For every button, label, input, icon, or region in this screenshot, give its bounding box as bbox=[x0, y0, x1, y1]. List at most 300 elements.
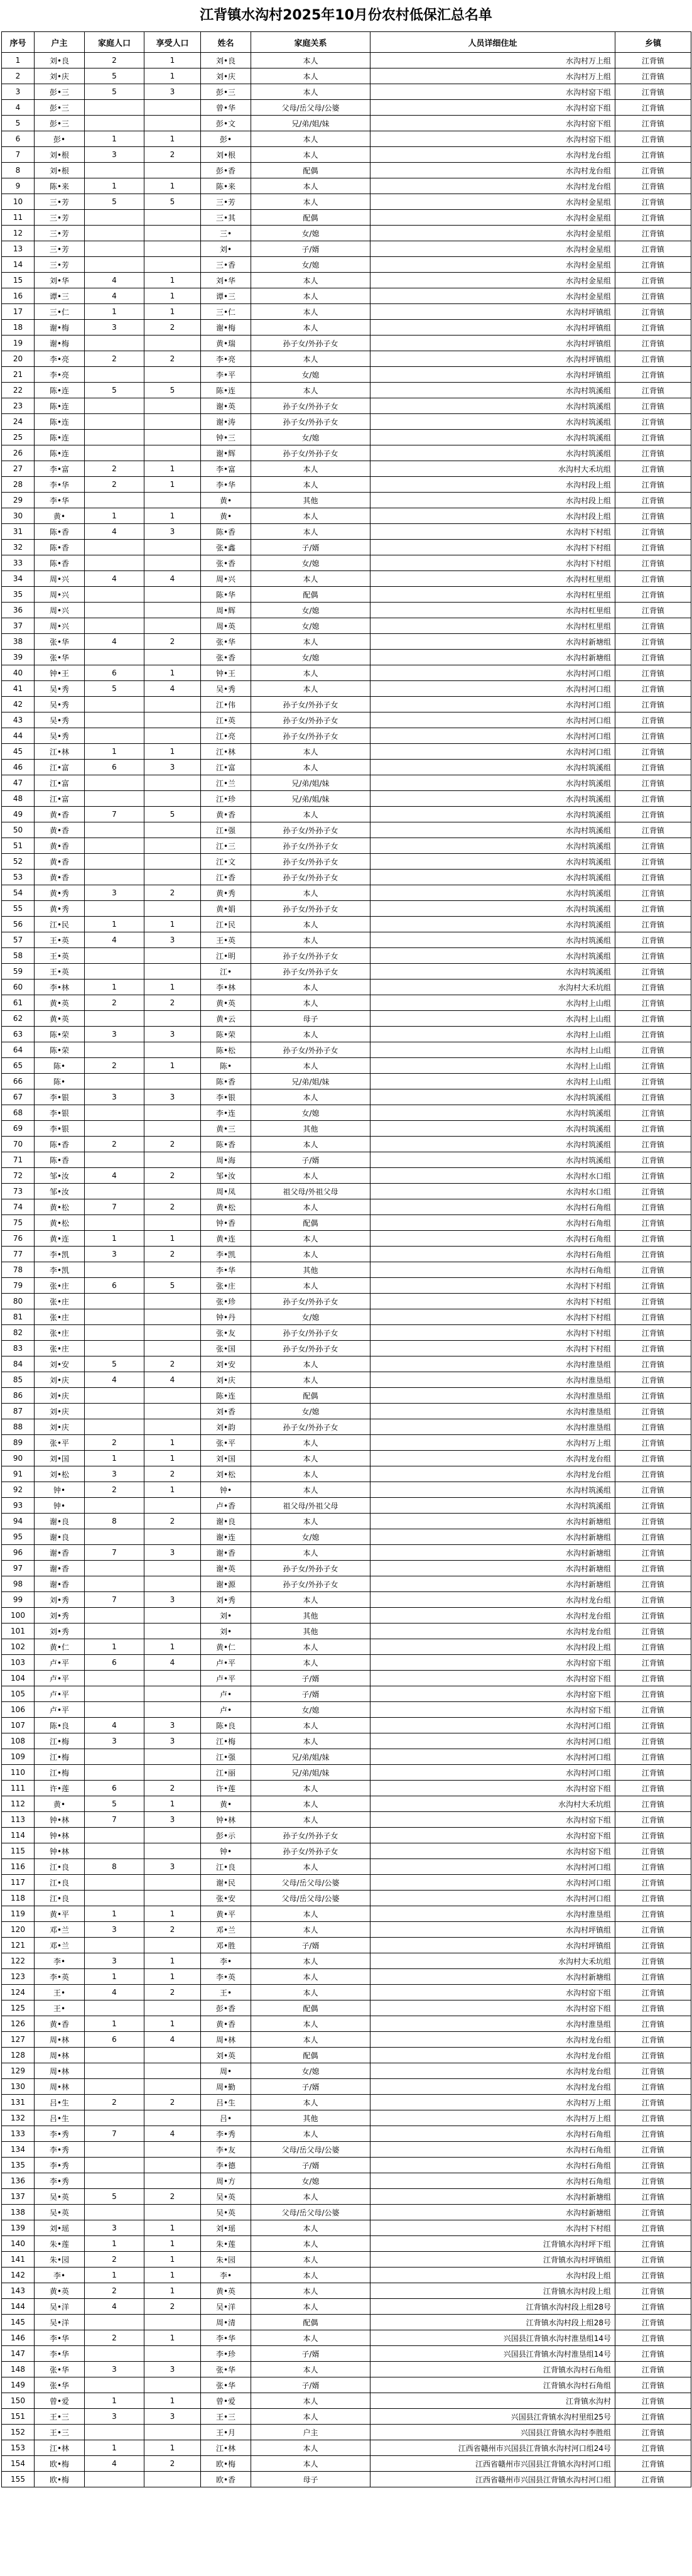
cell-relation: 孙子女/外孙子女 bbox=[251, 870, 370, 885]
cell-address: 水沟村下村组 bbox=[370, 1278, 615, 1294]
cell-relation: 本人 bbox=[251, 1969, 370, 1985]
cell-name: 彭• bbox=[201, 131, 251, 147]
cell-town: 江背镇 bbox=[615, 1796, 691, 1812]
table-row bbox=[2, 1671, 691, 1686]
cell-address: 水沟村筑溪组 bbox=[370, 398, 615, 414]
cell-town: 江背镇 bbox=[615, 603, 691, 618]
cell-beneficiaries bbox=[144, 555, 201, 571]
cell-householder: 刘•根 bbox=[35, 147, 85, 163]
cell-relation: 女/媳 bbox=[251, 603, 370, 618]
cell-family-size bbox=[85, 1891, 144, 1906]
cell-address: 水沟村下村组 bbox=[370, 1309, 615, 1325]
cell-family-size bbox=[85, 1828, 144, 1843]
cell-town: 江背镇 bbox=[615, 1985, 691, 2000]
cell-beneficiaries: 2 bbox=[144, 885, 201, 901]
cell-index: 55 bbox=[2, 901, 35, 917]
table-row bbox=[2, 1137, 691, 1152]
cell-householder: 刘•庆 bbox=[35, 1419, 85, 1435]
cell-name: 李•华 bbox=[201, 2330, 251, 2346]
cell-householder: 陈•香 bbox=[35, 555, 85, 571]
table-row bbox=[2, 571, 691, 587]
cell-town: 江背镇 bbox=[615, 1121, 691, 1137]
table-row bbox=[2, 1466, 691, 1482]
cell-beneficiaries bbox=[144, 1608, 201, 1624]
cell-address: 水沟村新塘组 bbox=[370, 650, 615, 665]
cell-family-size: 2 bbox=[85, 1137, 144, 1152]
cell-family-size: 5 bbox=[85, 84, 144, 100]
cell-town: 江背镇 bbox=[615, 304, 691, 320]
cell-address: 江背镇水沟村坪下组 bbox=[370, 2236, 615, 2252]
cell-relation: 本人 bbox=[251, 744, 370, 760]
cell-family-size: 6 bbox=[85, 760, 144, 775]
cell-family-size: 1 bbox=[85, 1231, 144, 1247]
cell-address: 水沟村筑溪组 bbox=[370, 964, 615, 980]
cell-town: 江背镇 bbox=[615, 1561, 691, 1576]
cell-family-size bbox=[85, 2315, 144, 2330]
cell-family-size: 7 bbox=[85, 1545, 144, 1561]
table-row bbox=[2, 178, 691, 194]
cell-index: 40 bbox=[2, 665, 35, 681]
table-row bbox=[2, 744, 691, 760]
cell-town: 江背镇 bbox=[615, 2016, 691, 2032]
cell-name: 刘•松 bbox=[201, 1466, 251, 1482]
cell-town: 江背镇 bbox=[615, 744, 691, 760]
cell-beneficiaries bbox=[144, 1686, 201, 1702]
table-row bbox=[2, 2425, 691, 2440]
table-row bbox=[2, 1278, 691, 1294]
cell-beneficiaries: 3 bbox=[144, 1718, 201, 1733]
cell-name: 谭•三 bbox=[201, 288, 251, 304]
cell-name: 李•银 bbox=[201, 1089, 251, 1105]
cell-family-size: 1 bbox=[85, 2016, 144, 2032]
cell-name: 钟•香 bbox=[201, 1215, 251, 1231]
cell-address: 水沟村坪镇组 bbox=[370, 304, 615, 320]
cell-beneficiaries bbox=[144, 1294, 201, 1309]
cell-householder: 王•英 bbox=[35, 932, 85, 948]
cell-name: 欧•香 bbox=[201, 2472, 251, 2487]
cell-relation: 本人 bbox=[251, 131, 370, 147]
cell-name: 陈•华 bbox=[201, 587, 251, 603]
cell-name: 王• bbox=[201, 1985, 251, 2000]
cell-index: 61 bbox=[2, 995, 35, 1011]
cell-town: 江背镇 bbox=[615, 273, 691, 288]
cell-index: 63 bbox=[2, 1027, 35, 1042]
cell-beneficiaries bbox=[144, 1576, 201, 1592]
table-row bbox=[2, 1074, 691, 1089]
cell-index: 90 bbox=[2, 1451, 35, 1466]
cell-family-size bbox=[85, 1184, 144, 1199]
cell-householder: 谢•香 bbox=[35, 1561, 85, 1576]
cell-householder: 江•林 bbox=[35, 2440, 85, 2456]
cell-relation: 本人 bbox=[251, 524, 370, 540]
cell-family-size bbox=[85, 964, 144, 980]
cell-beneficiaries bbox=[144, 1765, 201, 1781]
table-row bbox=[2, 320, 691, 336]
cell-index: 132 bbox=[2, 2110, 35, 2126]
cell-index: 9 bbox=[2, 178, 35, 194]
table-row bbox=[2, 1608, 691, 1624]
table-row bbox=[2, 1419, 691, 1435]
cell-index: 85 bbox=[2, 1372, 35, 1388]
cell-relation: 孙子女/外孙子女 bbox=[251, 1828, 370, 1843]
cell-beneficiaries bbox=[144, 901, 201, 917]
cell-relation: 孙子女/外孙子女 bbox=[251, 336, 370, 351]
cell-family-size: 2 bbox=[85, 2095, 144, 2110]
cell-address: 水沟村石角组 bbox=[370, 2158, 615, 2173]
table-row bbox=[2, 68, 691, 84]
cell-relation: 本人 bbox=[251, 1372, 370, 1388]
cell-relation: 本人 bbox=[251, 1859, 370, 1875]
cell-name: 周•勤 bbox=[201, 2079, 251, 2095]
cell-index: 75 bbox=[2, 1215, 35, 1231]
cell-beneficiaries bbox=[144, 1105, 201, 1121]
cell-relation: 配偶 bbox=[251, 2048, 370, 2063]
cell-relation: 本人 bbox=[251, 807, 370, 822]
cell-town: 江背镇 bbox=[615, 2173, 691, 2189]
cell-householder: 刘•国 bbox=[35, 1451, 85, 1466]
cell-index: 29 bbox=[2, 493, 35, 508]
cell-index: 146 bbox=[2, 2330, 35, 2346]
cell-relation: 子/婿 bbox=[251, 1152, 370, 1168]
cell-relation: 子/婿 bbox=[251, 540, 370, 555]
cell-relation: 兄/弟/姐/妹 bbox=[251, 1765, 370, 1781]
cell-householder: 王•三 bbox=[35, 2425, 85, 2440]
cell-address: 水沟村下村组 bbox=[370, 2220, 615, 2236]
table-row bbox=[2, 194, 691, 210]
cell-family-size: 1 bbox=[85, 2440, 144, 2456]
cell-householder: 李•凯 bbox=[35, 1262, 85, 1278]
cell-name: 许•莲 bbox=[201, 1781, 251, 1796]
cell-index: 149 bbox=[2, 2377, 35, 2393]
cell-address: 水沟村窑下组 bbox=[370, 84, 615, 100]
cell-relation: 其他 bbox=[251, 1608, 370, 1624]
cell-town: 江背镇 bbox=[615, 807, 691, 822]
cell-index: 101 bbox=[2, 1624, 35, 1639]
cell-family-size: 6 bbox=[85, 665, 144, 681]
cell-relation: 本人 bbox=[251, 53, 370, 68]
cell-householder: 陈• bbox=[35, 1058, 85, 1074]
cell-householder: 王• bbox=[35, 1985, 85, 2000]
cell-family-size: 3 bbox=[85, 1733, 144, 1749]
cell-index: 135 bbox=[2, 2158, 35, 2173]
cell-relation: 本人 bbox=[251, 2362, 370, 2377]
cell-family-size bbox=[85, 1152, 144, 1168]
cell-address: 水沟村下村组 bbox=[370, 1341, 615, 1356]
cell-beneficiaries bbox=[144, 870, 201, 885]
cell-address: 水沟村窑下组 bbox=[370, 1828, 615, 1843]
cell-family-size: 4 bbox=[85, 634, 144, 650]
table-row bbox=[2, 304, 691, 320]
cell-name: 周•辉 bbox=[201, 603, 251, 618]
cell-address: 水沟村河口组 bbox=[370, 1749, 615, 1765]
cell-town: 江背镇 bbox=[615, 477, 691, 493]
cell-name: 周•林 bbox=[201, 2032, 251, 2048]
cell-name: 黄• bbox=[201, 1796, 251, 1812]
cell-family-size bbox=[85, 728, 144, 744]
cell-town: 江背镇 bbox=[615, 1498, 691, 1514]
table-row bbox=[2, 336, 691, 351]
cell-family-size bbox=[85, 1341, 144, 1356]
cell-name: 江•丽 bbox=[201, 1765, 251, 1781]
cell-name: 江•强 bbox=[201, 822, 251, 838]
cell-index: 92 bbox=[2, 1482, 35, 1498]
cell-town: 江背镇 bbox=[615, 2377, 691, 2393]
cell-relation: 本人 bbox=[251, 1639, 370, 1655]
cell-family-size: 7 bbox=[85, 1199, 144, 1215]
cell-address: 水沟村河口组 bbox=[370, 681, 615, 697]
cell-name: 李•凯 bbox=[201, 1247, 251, 1262]
table-row bbox=[2, 226, 691, 241]
cell-address: 水沟村上山组 bbox=[370, 995, 615, 1011]
cell-householder: 黄•仁 bbox=[35, 1639, 85, 1655]
cell-town: 江背镇 bbox=[615, 2299, 691, 2315]
cell-name: 张•珍 bbox=[201, 1294, 251, 1309]
cell-index: 93 bbox=[2, 1498, 35, 1514]
cell-beneficiaries bbox=[144, 2205, 201, 2220]
cell-index: 128 bbox=[2, 2048, 35, 2063]
cell-householder: 周•兴 bbox=[35, 571, 85, 587]
cell-town: 江背镇 bbox=[615, 2236, 691, 2252]
cell-beneficiaries: 2 bbox=[144, 1199, 201, 1215]
cell-town: 江背镇 bbox=[615, 398, 691, 414]
cell-beneficiaries: 1 bbox=[144, 508, 201, 524]
header-index: 序号 bbox=[2, 32, 35, 53]
cell-name: 朱•园 bbox=[201, 2252, 251, 2268]
cell-householder: 李•凯 bbox=[35, 1247, 85, 1262]
cell-address: 水沟村坪镇组 bbox=[370, 336, 615, 351]
cell-address: 水沟村新塘组 bbox=[370, 1576, 615, 1592]
cell-family-size: 3 bbox=[85, 2409, 144, 2425]
table-row bbox=[2, 524, 691, 540]
cell-family-size: 2 bbox=[85, 477, 144, 493]
table-row bbox=[2, 1435, 691, 1451]
table-row bbox=[2, 493, 691, 508]
cell-index: 118 bbox=[2, 1891, 35, 1906]
cell-beneficiaries bbox=[144, 1184, 201, 1199]
cell-index: 108 bbox=[2, 1733, 35, 1749]
cell-index: 94 bbox=[2, 1514, 35, 1529]
cell-address: 水沟村金星组 bbox=[370, 210, 615, 226]
cell-index: 98 bbox=[2, 1576, 35, 1592]
cell-householder: 黄•松 bbox=[35, 1215, 85, 1231]
cell-relation: 本人 bbox=[251, 1906, 370, 1922]
cell-address: 水沟村窑下组 bbox=[370, 1702, 615, 1718]
cell-index: 139 bbox=[2, 2220, 35, 2236]
cell-name: 李•富 bbox=[201, 461, 251, 477]
cell-name: 张•香 bbox=[201, 650, 251, 665]
cell-name: 江•梅 bbox=[201, 1733, 251, 1749]
cell-relation: 子/婿 bbox=[251, 1938, 370, 1953]
cell-town: 江背镇 bbox=[615, 1152, 691, 1168]
cell-town: 江背镇 bbox=[615, 1938, 691, 1953]
cell-family-size: 2 bbox=[85, 1482, 144, 1498]
cell-address: 水沟村筑溪组 bbox=[370, 775, 615, 791]
cell-beneficiaries: 3 bbox=[144, 1545, 201, 1561]
cell-householder: 张•华 bbox=[35, 650, 85, 665]
cell-town: 江背镇 bbox=[615, 351, 691, 367]
cell-family-size: 3 bbox=[85, 1953, 144, 1969]
cell-address: 兴国县江背镇水沟村淮垦组14号 bbox=[370, 2346, 615, 2362]
cell-index: 38 bbox=[2, 634, 35, 650]
cell-town: 江背镇 bbox=[615, 1042, 691, 1058]
cell-index: 51 bbox=[2, 838, 35, 854]
cell-family-size bbox=[85, 587, 144, 603]
cell-family-size bbox=[85, 2377, 144, 2393]
cell-town: 江背镇 bbox=[615, 1702, 691, 1718]
cell-relation: 本人 bbox=[251, 288, 370, 304]
cell-householder: 钟•王 bbox=[35, 665, 85, 681]
cell-address: 水沟村万上组 bbox=[370, 53, 615, 68]
cell-address: 水沟村龙台组 bbox=[370, 163, 615, 178]
cell-town: 江背镇 bbox=[615, 1781, 691, 1796]
cell-householder: 刘•秀 bbox=[35, 1608, 85, 1624]
table-row bbox=[2, 2252, 691, 2268]
cell-family-size: 8 bbox=[85, 1859, 144, 1875]
cell-family-size bbox=[85, 241, 144, 257]
cell-householder: 黄•秀 bbox=[35, 885, 85, 901]
cell-relation: 本人 bbox=[251, 1168, 370, 1184]
cell-householder: 刘•庆 bbox=[35, 1372, 85, 1388]
cell-beneficiaries bbox=[144, 1843, 201, 1859]
cell-address: 水沟村龙台组 bbox=[370, 147, 615, 163]
cell-relation: 本人 bbox=[251, 2393, 370, 2409]
cell-name: 江•明 bbox=[201, 948, 251, 964]
cell-index: 11 bbox=[2, 210, 35, 226]
cell-family-size bbox=[85, 1105, 144, 1121]
cell-beneficiaries bbox=[144, 2346, 201, 2362]
cell-householder: 周•林 bbox=[35, 2063, 85, 2079]
cell-name: 彭•香 bbox=[201, 163, 251, 178]
cell-family-size bbox=[85, 226, 144, 241]
cell-householder: 刘•瑶 bbox=[35, 2220, 85, 2236]
cell-address: 水沟村窑下组 bbox=[370, 1686, 615, 1702]
cell-family-size bbox=[85, 712, 144, 728]
cell-address: 水沟村万上组 bbox=[370, 2110, 615, 2126]
cell-index: 33 bbox=[2, 555, 35, 571]
table-row bbox=[2, 1953, 691, 1969]
cell-index: 148 bbox=[2, 2362, 35, 2377]
cell-address: 水沟村窑下组 bbox=[370, 1781, 615, 1796]
cell-name: 江•林 bbox=[201, 2440, 251, 2456]
cell-relation: 本人 bbox=[251, 681, 370, 697]
cell-town: 江背镇 bbox=[615, 838, 691, 854]
cell-town: 江背镇 bbox=[615, 2110, 691, 2126]
cell-beneficiaries: 2 bbox=[144, 1985, 201, 2000]
cell-beneficiaries: 3 bbox=[144, 2409, 201, 2425]
table-row bbox=[2, 1309, 691, 1325]
cell-town: 江背镇 bbox=[615, 822, 691, 838]
table-row bbox=[2, 2315, 691, 2330]
cell-family-size: 6 bbox=[85, 1781, 144, 1796]
cell-relation: 女/媳 bbox=[251, 1702, 370, 1718]
table-row bbox=[2, 1199, 691, 1215]
cell-householder: 江•富 bbox=[35, 775, 85, 791]
cell-relation: 孙子女/外孙子女 bbox=[251, 728, 370, 744]
cell-householder: 朱•莲 bbox=[35, 2236, 85, 2252]
cell-address: 江背镇水沟村段上组28号 bbox=[370, 2299, 615, 2315]
cell-family-size: 8 bbox=[85, 1514, 144, 1529]
cell-name: 彭•示 bbox=[201, 1828, 251, 1843]
cell-beneficiaries: 1 bbox=[144, 2440, 201, 2456]
cell-relation: 本人 bbox=[251, 2095, 370, 2110]
cell-town: 江背镇 bbox=[615, 1655, 691, 1671]
table-row bbox=[2, 1184, 691, 1199]
cell-index: 30 bbox=[2, 508, 35, 524]
cell-householder: 钟•林 bbox=[35, 1812, 85, 1828]
table-row bbox=[2, 2126, 691, 2142]
cell-householder: 吴•秀 bbox=[35, 681, 85, 697]
table-row bbox=[2, 665, 691, 681]
cell-address: 水沟村龙台组 bbox=[370, 1451, 615, 1466]
cell-town: 江背镇 bbox=[615, 2158, 691, 2173]
cell-name: 江•伟 bbox=[201, 697, 251, 712]
table-row bbox=[2, 1105, 691, 1121]
cell-name: 三•仁 bbox=[201, 304, 251, 320]
cell-beneficiaries bbox=[144, 1529, 201, 1545]
cell-address: 水沟村筑溪组 bbox=[370, 791, 615, 807]
cell-householder: 黄•香 bbox=[35, 822, 85, 838]
cell-address: 水沟村窑下组 bbox=[370, 1843, 615, 1859]
cell-name: 江•香 bbox=[201, 870, 251, 885]
cell-name: 谢•辉 bbox=[201, 445, 251, 461]
cell-address: 江背镇水沟村段上组 bbox=[370, 2283, 615, 2299]
cell-town: 江背镇 bbox=[615, 1953, 691, 1969]
table-row bbox=[2, 100, 691, 116]
table-row bbox=[2, 1828, 691, 1843]
cell-relation: 本人 bbox=[251, 932, 370, 948]
cell-family-size bbox=[85, 618, 144, 634]
cell-family-size bbox=[85, 257, 144, 273]
cell-address: 江西省赣州市兴国县江背镇水沟村河口组24号 bbox=[370, 2440, 615, 2456]
cell-town: 江背镇 bbox=[615, 2425, 691, 2440]
table-row bbox=[2, 1325, 691, 1341]
cell-name: 卢• bbox=[201, 1702, 251, 1718]
cell-householder: 吴•洋 bbox=[35, 2299, 85, 2315]
cell-relation: 本人 bbox=[251, 1435, 370, 1451]
cell-family-size: 1 bbox=[85, 508, 144, 524]
table-row bbox=[2, 1498, 691, 1514]
cell-family-size: 2 bbox=[85, 2330, 144, 2346]
table-row bbox=[2, 477, 691, 493]
table-row bbox=[2, 1875, 691, 1891]
cell-householder: 刘•庆 bbox=[35, 68, 85, 84]
cell-index: 102 bbox=[2, 1639, 35, 1655]
cell-name: 李•友 bbox=[201, 2142, 251, 2158]
cell-address: 江背镇水沟村石角组 bbox=[370, 2362, 615, 2377]
cell-beneficiaries: 4 bbox=[144, 1655, 201, 1671]
cell-town: 江背镇 bbox=[615, 524, 691, 540]
cell-householder: 刘•安 bbox=[35, 1356, 85, 1372]
table-row bbox=[2, 2377, 691, 2393]
cell-family-size bbox=[85, 493, 144, 508]
cell-relation: 本人 bbox=[251, 2440, 370, 2456]
cell-index: 73 bbox=[2, 1184, 35, 1199]
cell-town: 江背镇 bbox=[615, 1686, 691, 1702]
cell-beneficiaries: 1 bbox=[144, 1969, 201, 1985]
cell-family-size bbox=[85, 1875, 144, 1891]
cell-index: 41 bbox=[2, 681, 35, 697]
cell-town: 江背镇 bbox=[615, 147, 691, 163]
cell-beneficiaries bbox=[144, 1011, 201, 1027]
cell-family-size bbox=[85, 2142, 144, 2158]
cell-name: 张•庄 bbox=[201, 1278, 251, 1294]
cell-family-size bbox=[85, 2079, 144, 2095]
cell-town: 江背镇 bbox=[615, 367, 691, 383]
cell-householder: 陈•荣 bbox=[35, 1027, 85, 1042]
cell-relation: 祖父母/外祖父母 bbox=[251, 1184, 370, 1199]
cell-index: 21 bbox=[2, 367, 35, 383]
cell-address: 水沟村河口组 bbox=[370, 1733, 615, 1749]
